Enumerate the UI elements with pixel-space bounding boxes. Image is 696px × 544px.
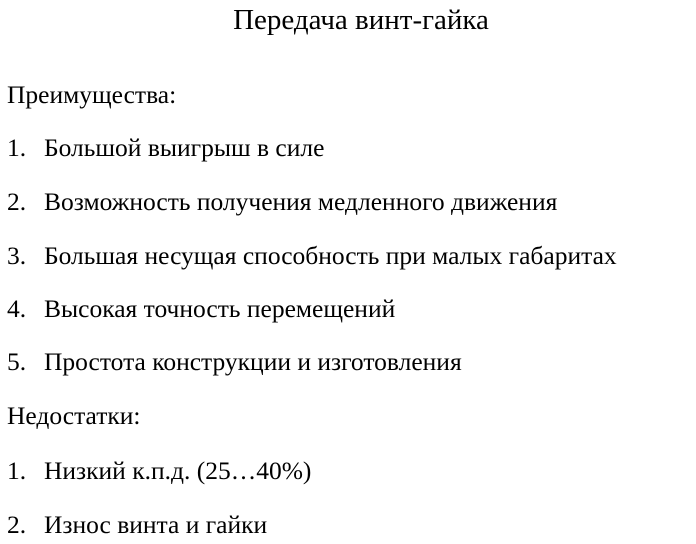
list-number: 2.	[7, 187, 27, 216]
list-number: 2.	[7, 510, 27, 539]
advantage-item-4	[7, 293, 395, 325]
list-number: 3.	[7, 241, 27, 270]
disadvantage-item-2	[7, 509, 267, 541]
advantage-item-2	[7, 186, 557, 218]
document-title: Передача винт-гайка	[233, 4, 489, 36]
list-number: 1.	[7, 456, 27, 485]
advantage-item-5	[7, 346, 462, 378]
list-item-text: Возможность получения медленного движения	[44, 187, 558, 216]
disadvantages-heading: Недостатки:	[7, 401, 141, 430]
advantage-item-3	[7, 240, 617, 272]
list-item-text: Большая несущая способность при малых габаритах	[44, 241, 617, 270]
advantage-item-1	[7, 132, 324, 164]
list-item-text: Высокая точность перемещений	[44, 294, 396, 323]
list-item-text: Большой выигрыш в силе	[44, 133, 325, 162]
list-item-text: Простота конструкции и изготовления	[44, 347, 462, 376]
list-item-text: Низкий к.п.д. (25…40%)	[44, 456, 312, 485]
list-number: 5.	[7, 347, 27, 376]
list-item-text: Износ винта и гайки	[44, 510, 268, 539]
disadvantage-item-1	[7, 455, 311, 487]
list-number: 1.	[7, 133, 27, 162]
advantages-heading: Преимущества:	[7, 80, 177, 109]
list-number: 4.	[7, 294, 27, 323]
